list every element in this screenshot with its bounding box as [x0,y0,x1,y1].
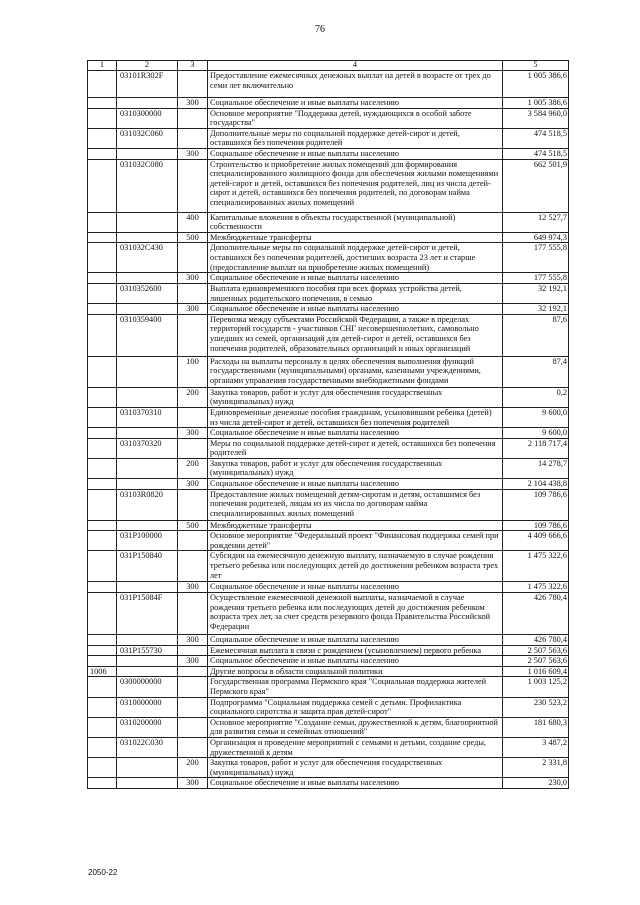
expense-type-cell: 100 [178,356,208,387]
expense-type-cell [178,531,208,551]
amount-cell: 426 780,4 [503,635,569,646]
amount-cell: 87,4 [503,356,569,387]
description-cell: Капитальные вложения в объекты государственной (муниципальной) собственности [208,212,503,232]
footer-code: 2050-22 [88,868,118,877]
table-row [88,304,569,315]
table-row [88,656,569,667]
section-code-cell [88,458,117,478]
target-article-cell [117,428,178,439]
amount-cell: 2 104 438,8 [503,479,569,490]
section-code-cell [88,593,117,635]
table-row [88,314,569,356]
expense-type-cell [178,551,208,582]
target-article-cell: 0310000000 [117,697,178,717]
target-article-cell: 03101R302F [117,71,178,98]
amount-cell: 14 278,7 [503,458,569,478]
table-row [88,531,569,551]
amount-cell: 2 118 717,4 [503,438,569,458]
expense-type-cell [178,666,208,677]
section-code-cell: 1006 [88,666,117,677]
table-row [88,645,569,656]
amount-cell: 9 600,0 [503,428,569,439]
section-code-cell [88,108,117,128]
table-row [88,635,569,646]
expense-type-cell: 300 [178,304,208,315]
target-article-cell [117,232,178,243]
target-article-cell [117,758,178,778]
expense-type-cell [178,438,208,458]
expense-type-cell [178,737,208,757]
target-article-cell [117,304,178,315]
amount-cell: 1 016 609,4 [503,666,569,677]
section-code-cell [88,635,117,646]
amount-cell: 109 786,6 [503,520,569,531]
description-cell: Социальное обеспечение и иные выплаты населению [208,778,503,789]
expense-type-cell: 300 [178,148,208,159]
target-article-cell [117,635,178,646]
target-article-cell [117,387,178,407]
table-row [88,438,569,458]
description-cell: Социальное обеспечение и иные выплаты населению [208,304,503,315]
section-code-cell [88,212,117,232]
section-code-cell [88,520,117,531]
description-cell: Социальное обеспечение и иные выплаты населению [208,582,503,593]
section-code-cell [88,428,117,439]
target-article-cell [117,212,178,232]
target-article-cell: 031032C430 [117,243,178,273]
section-code-cell [88,677,117,697]
description-cell: Межбюджетные трансферты [208,232,503,243]
expense-type-cell: 500 [178,520,208,531]
target-article-cell: 0310370310 [117,407,178,427]
amount-cell: 1 005 386,6 [503,71,569,98]
section-code-cell [88,582,117,593]
section-code-cell [88,232,117,243]
table-row [88,758,569,778]
section-code-cell [88,387,117,407]
expense-type-cell: 200 [178,758,208,778]
section-code-cell [88,243,117,273]
table-row [88,458,569,478]
amount-cell: 9 600,0 [503,407,569,427]
amount-cell: 649 974,3 [503,232,569,243]
target-article-cell [117,666,178,677]
expense-type-cell [178,593,208,635]
description-cell: Субсидии на ежемесячную денежную выплату, назначаемую в случае рождения третьего ребенка или последующих детей до достижения ребенком возраста трех лет [208,551,503,582]
target-article-cell [117,356,178,387]
expense-type-cell [178,159,208,212]
table-row [88,356,569,387]
table-row [88,212,569,232]
table-row [88,489,569,520]
target-article-cell [117,148,178,159]
section-code-cell [88,148,117,159]
amount-cell: 230,0 [503,778,569,789]
expense-type-cell: 500 [178,232,208,243]
table-row [88,551,569,582]
table-row [88,428,569,439]
expense-type-cell: 400 [178,212,208,232]
target-article-cell [117,582,178,593]
description-cell: Социальное обеспечение и иные выплаты населению [208,148,503,159]
expense-type-cell [178,243,208,273]
table-body [88,71,569,789]
section-code-cell [88,758,117,778]
table-row [88,593,569,635]
amount-cell: 474 518,5 [503,128,569,148]
amount-cell: 230 523,2 [503,697,569,717]
description-cell: Закупка товаров, работ и услуг для обеспечения государственных (муниципальных) нужд [208,458,503,478]
section-code-cell [88,273,117,284]
description-cell: Закупка товаров, работ и услуг для обеспечения государственных (муниципальных) нужд [208,758,503,778]
table-row [88,273,569,284]
section-code-cell [88,314,117,356]
table-row [88,108,569,128]
description-cell: Другие вопросы в области социальной политики [208,666,503,677]
expense-type-cell [178,717,208,737]
table-row [88,407,569,427]
description-cell: Основное мероприятие "Создание семьи, дружественной к детям, благоприятной для развития семьи и семейных отношений" [208,717,503,737]
target-article-cell: 0310359400 [117,314,178,356]
table-row [88,677,569,697]
expense-type-cell [178,489,208,520]
expense-type-cell [178,128,208,148]
table-row [88,159,569,212]
section-code-cell [88,479,117,490]
table-row [88,232,569,243]
amount-cell: 2 507 563,6 [503,645,569,656]
expense-type-cell [178,71,208,98]
expense-type-cell: 300 [178,635,208,646]
description-cell: Меры по социальной поддержке детей-сирот и детей, оставшихся без попечения родителей [208,438,503,458]
description-cell: Дополнительные меры по социальной поддержке детей-сирот и детей, оставшихся без попечения родителей, достигших возраста 23 лет и старше (предоставление выплат на приобретение жилых помещений) [208,243,503,273]
description-cell: Ежемесячная выплата в связи с рождением (усыновлением) первого ребенка [208,645,503,656]
description-cell: Организация и проведение мероприятий с семьями и детьми, создание среды, дружественной к детям [208,737,503,757]
target-article-cell [117,520,178,531]
section-code-cell [88,98,117,109]
page-number: 76 [315,24,325,35]
table-row [88,582,569,593]
description-cell: Социальное обеспечение и иные выплаты населению [208,656,503,667]
target-article-cell: 031P155730 [117,645,178,656]
table-row [88,479,569,490]
target-article-cell: 031P100000 [117,531,178,551]
expense-type-cell: 300 [178,582,208,593]
target-article-cell [117,273,178,284]
header-col-1: 1 [88,61,117,71]
amount-cell: 1 003 125,2 [503,677,569,697]
expense-type-cell [178,677,208,697]
amount-cell: 87,6 [503,314,569,356]
section-code-cell [88,551,117,582]
amount-cell: 0,2 [503,387,569,407]
description-cell: Единовременные денежные пособия гражданам, усыновившим ребенка (детей) из числа детей-сирот и детей, оставшихся без попечения родителей [208,407,503,427]
table-row [88,666,569,677]
table-row [88,387,569,407]
section-code-cell [88,656,117,667]
target-article-cell: 031032C080 [117,159,178,212]
target-article-cell [117,656,178,667]
expense-type-cell: 300 [178,479,208,490]
table-row [88,283,569,303]
expense-type-cell [178,283,208,303]
amount-cell: 662 501,9 [503,159,569,212]
amount-cell: 1 475 322,6 [503,582,569,593]
table-row [88,98,569,109]
description-cell: Дополнительные меры по социальной поддержке детей-сирот и детей, оставшихся без попечения родителей [208,128,503,148]
amount-cell: 177 555,8 [503,273,569,284]
target-article-cell: 031P15084F [117,593,178,635]
table-row [88,520,569,531]
target-article-cell [117,98,178,109]
table-row [88,778,569,789]
target-article-cell: 0310300000 [117,108,178,128]
target-article-cell [117,479,178,490]
description-cell: Предоставление жилых помещений детям-сиротам и детям, оставшимся без попечения родителей, лицам из их числа по договорам найма специализированных жилых помещений [208,489,503,520]
section-code-cell [88,71,117,98]
description-cell: Предоставление ежемесячных денежных выплат на детей в возрасте от трех до семи лет включительно [208,71,503,98]
table-row [88,697,569,717]
expense-type-cell: 300 [178,428,208,439]
description-cell: Социальное обеспечение и иные выплаты населению [208,98,503,109]
target-article-cell: 0300000000 [117,677,178,697]
expense-type-cell: 200 [178,458,208,478]
amount-cell: 32 192,1 [503,283,569,303]
amount-cell: 3 487,2 [503,737,569,757]
description-cell: Социальное обеспечение и иные выплаты населению [208,479,503,490]
table-row [88,717,569,737]
amount-cell: 1 475 322,6 [503,551,569,582]
expense-type-cell: 200 [178,387,208,407]
target-article-cell: 0310370320 [117,438,178,458]
section-code-cell [88,159,117,212]
amount-cell: 177 555,8 [503,243,569,273]
expense-type-cell: 300 [178,656,208,667]
target-article-cell: 031032C060 [117,128,178,148]
amount-cell: 3 584 960,0 [503,108,569,128]
amount-cell: 1 005 386,6 [503,98,569,109]
section-code-cell [88,717,117,737]
table-row [88,737,569,757]
expense-type-cell [178,314,208,356]
description-cell: Осуществление ежемесячной денежной выплаты, назначаемой в случае рождения третьего ребенка или последующих детей до достижения ребенком возраста трех лет, за счет средств резервного фонда Правительства Российской Федерации [208,593,503,635]
header-col-3: 3 [178,61,208,71]
description-cell: Социальное обеспечение и иные выплаты населению [208,428,503,439]
expense-type-cell [178,697,208,717]
expense-type-cell [178,108,208,128]
target-article-cell: 03103R0820 [117,489,178,520]
description-cell: Социальное обеспечение и иные выплаты населению [208,635,503,646]
section-code-cell [88,356,117,387]
expense-type-cell: 300 [178,273,208,284]
table-row [88,243,569,273]
section-code-cell [88,489,117,520]
target-article-cell: 031P150840 [117,551,178,582]
expense-type-cell: 300 [178,778,208,789]
table-header-row [88,61,569,71]
table-row [88,148,569,159]
amount-cell: 109 786,6 [503,489,569,520]
amount-cell: 12 527,7 [503,212,569,232]
amount-cell: 181 680,3 [503,717,569,737]
description-cell: Межбюджетные трансферты [208,520,503,531]
section-code-cell [88,697,117,717]
section-code-cell [88,283,117,303]
description-cell: Перевозка между субъектами Российской Федерации, а также в пределах территорий государств - участников СНГ несовершеннолетних, самовольно ушедших из семей, организаций для детей-сирот и детей, оставшихся без попечения родителей, образовательных организаций и иных организаций [208,314,503,356]
header-col-5: 5 [503,61,569,71]
target-article-cell [117,458,178,478]
table-row [88,128,569,148]
amount-cell: 2 331,8 [503,758,569,778]
amount-cell: 4 409 666,6 [503,531,569,551]
description-cell: Выплата единовременного пособия при всех формах устройства детей, лишенных родительского попечения, в семью [208,283,503,303]
description-cell: Расходы на выплаты персоналу в целях обеспечения выполнения функций государственными (муниципальными) органами, казенными учреждениями, органами управления государственными внебюджетными фондами [208,356,503,387]
section-code-cell [88,407,117,427]
target-article-cell: 031022C030 [117,737,178,757]
target-article-cell [117,778,178,789]
header-col-4: 4 [208,61,503,71]
description-cell: Основное мероприятие "Поддержка детей, нуждающихся в особой заботе государства" [208,108,503,128]
section-code-cell [88,778,117,789]
target-article-cell: 0310200000 [117,717,178,737]
description-cell: Подпрограмма "Социальная поддержка семей с детьми. Профилактика социального сиротства и защита прав детей-сирот" [208,697,503,717]
description-cell: Строительство и приобретение жилых помещений для формирования специализированного жилищного фонда для обеспечения жилыми помещениями детей-сирот и детей, оставшихся без попечения родителей, лиц из числа детей-сирот и детей, оставшихся без попечения родителей, по договорам найма специализированных жилых помещений [208,159,503,212]
amount-cell: 426 780,4 [503,593,569,635]
description-cell: Социальное обеспечение и иные выплаты населению [208,273,503,284]
section-code-cell [88,438,117,458]
section-code-cell [88,645,117,656]
expense-type-cell [178,407,208,427]
amount-cell: 2 507 563,6 [503,656,569,667]
budget-table [87,60,569,789]
section-code-cell [88,531,117,551]
expense-type-cell [178,645,208,656]
expense-type-cell: 300 [178,98,208,109]
description-cell: Государственная программа Пермского края "Социальная поддержка жителей Пермского края" [208,677,503,697]
section-code-cell [88,304,117,315]
target-article-cell: 0310352600 [117,283,178,303]
description-cell: Закупка товаров, работ и услуг для обеспечения государственных (муниципальных) нужд [208,387,503,407]
amount-cell: 32 192,1 [503,304,569,315]
description-cell: Основное мероприятие "Федеральный проект "Финансовая поддержка семей при рождении детей" [208,531,503,551]
header-col-2: 2 [117,61,178,71]
section-code-cell [88,737,117,757]
table-row [88,71,569,98]
amount-cell: 474 518,5 [503,148,569,159]
section-code-cell [88,128,117,148]
